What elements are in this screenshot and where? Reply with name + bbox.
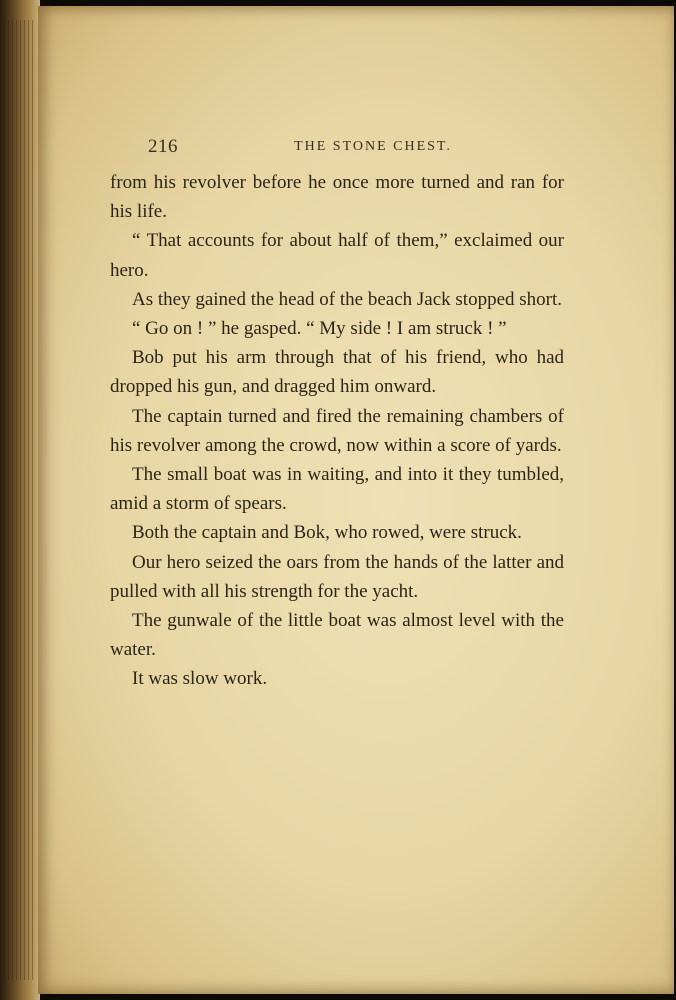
paragraph-3: As they gained the head of the beach Jack stopped short. <box>132 288 563 310</box>
page-number: 216 <box>148 136 178 157</box>
page-header <box>148 136 598 162</box>
paragraph-4: “ Go on ! ” he gasped. “ My side ! I am struck ! ” <box>132 318 507 340</box>
paragraph-10: The gunwale of the little boat was almost level with the water. <box>110 610 564 661</box>
paragraph-8: Both the captain and Bok, who rowed, were struck. <box>132 522 522 544</box>
running-title: THE STONE CHEST. <box>294 139 452 154</box>
paragraph-2: “ That accounts for about half of them,” exclaimed our hero. <box>110 230 564 281</box>
paragraph-5: Bob put his arm through that of his friend, who had dropped his gun, and dragged him onward. <box>110 347 564 398</box>
paragraph-9: Our hero seized the oars from the hands of the latter and pulled with all his strength for the yacht. <box>110 551 564 602</box>
book-spine <box>0 0 40 1000</box>
paragraph-6: The captain turned and fired the remaining chambers of his revolver among the crowd, now within a score of yards. <box>110 405 564 456</box>
spine-texture <box>4 20 34 980</box>
paragraph-11: It was slow work. <box>132 668 268 690</box>
paragraph-7: The small boat was in waiting, and into it they tumbled, amid a storm of spears. <box>110 464 564 515</box>
paragraph-1: from his revolver before he once more turned and ran for his life. <box>110 172 564 223</box>
body-text <box>110 168 564 694</box>
